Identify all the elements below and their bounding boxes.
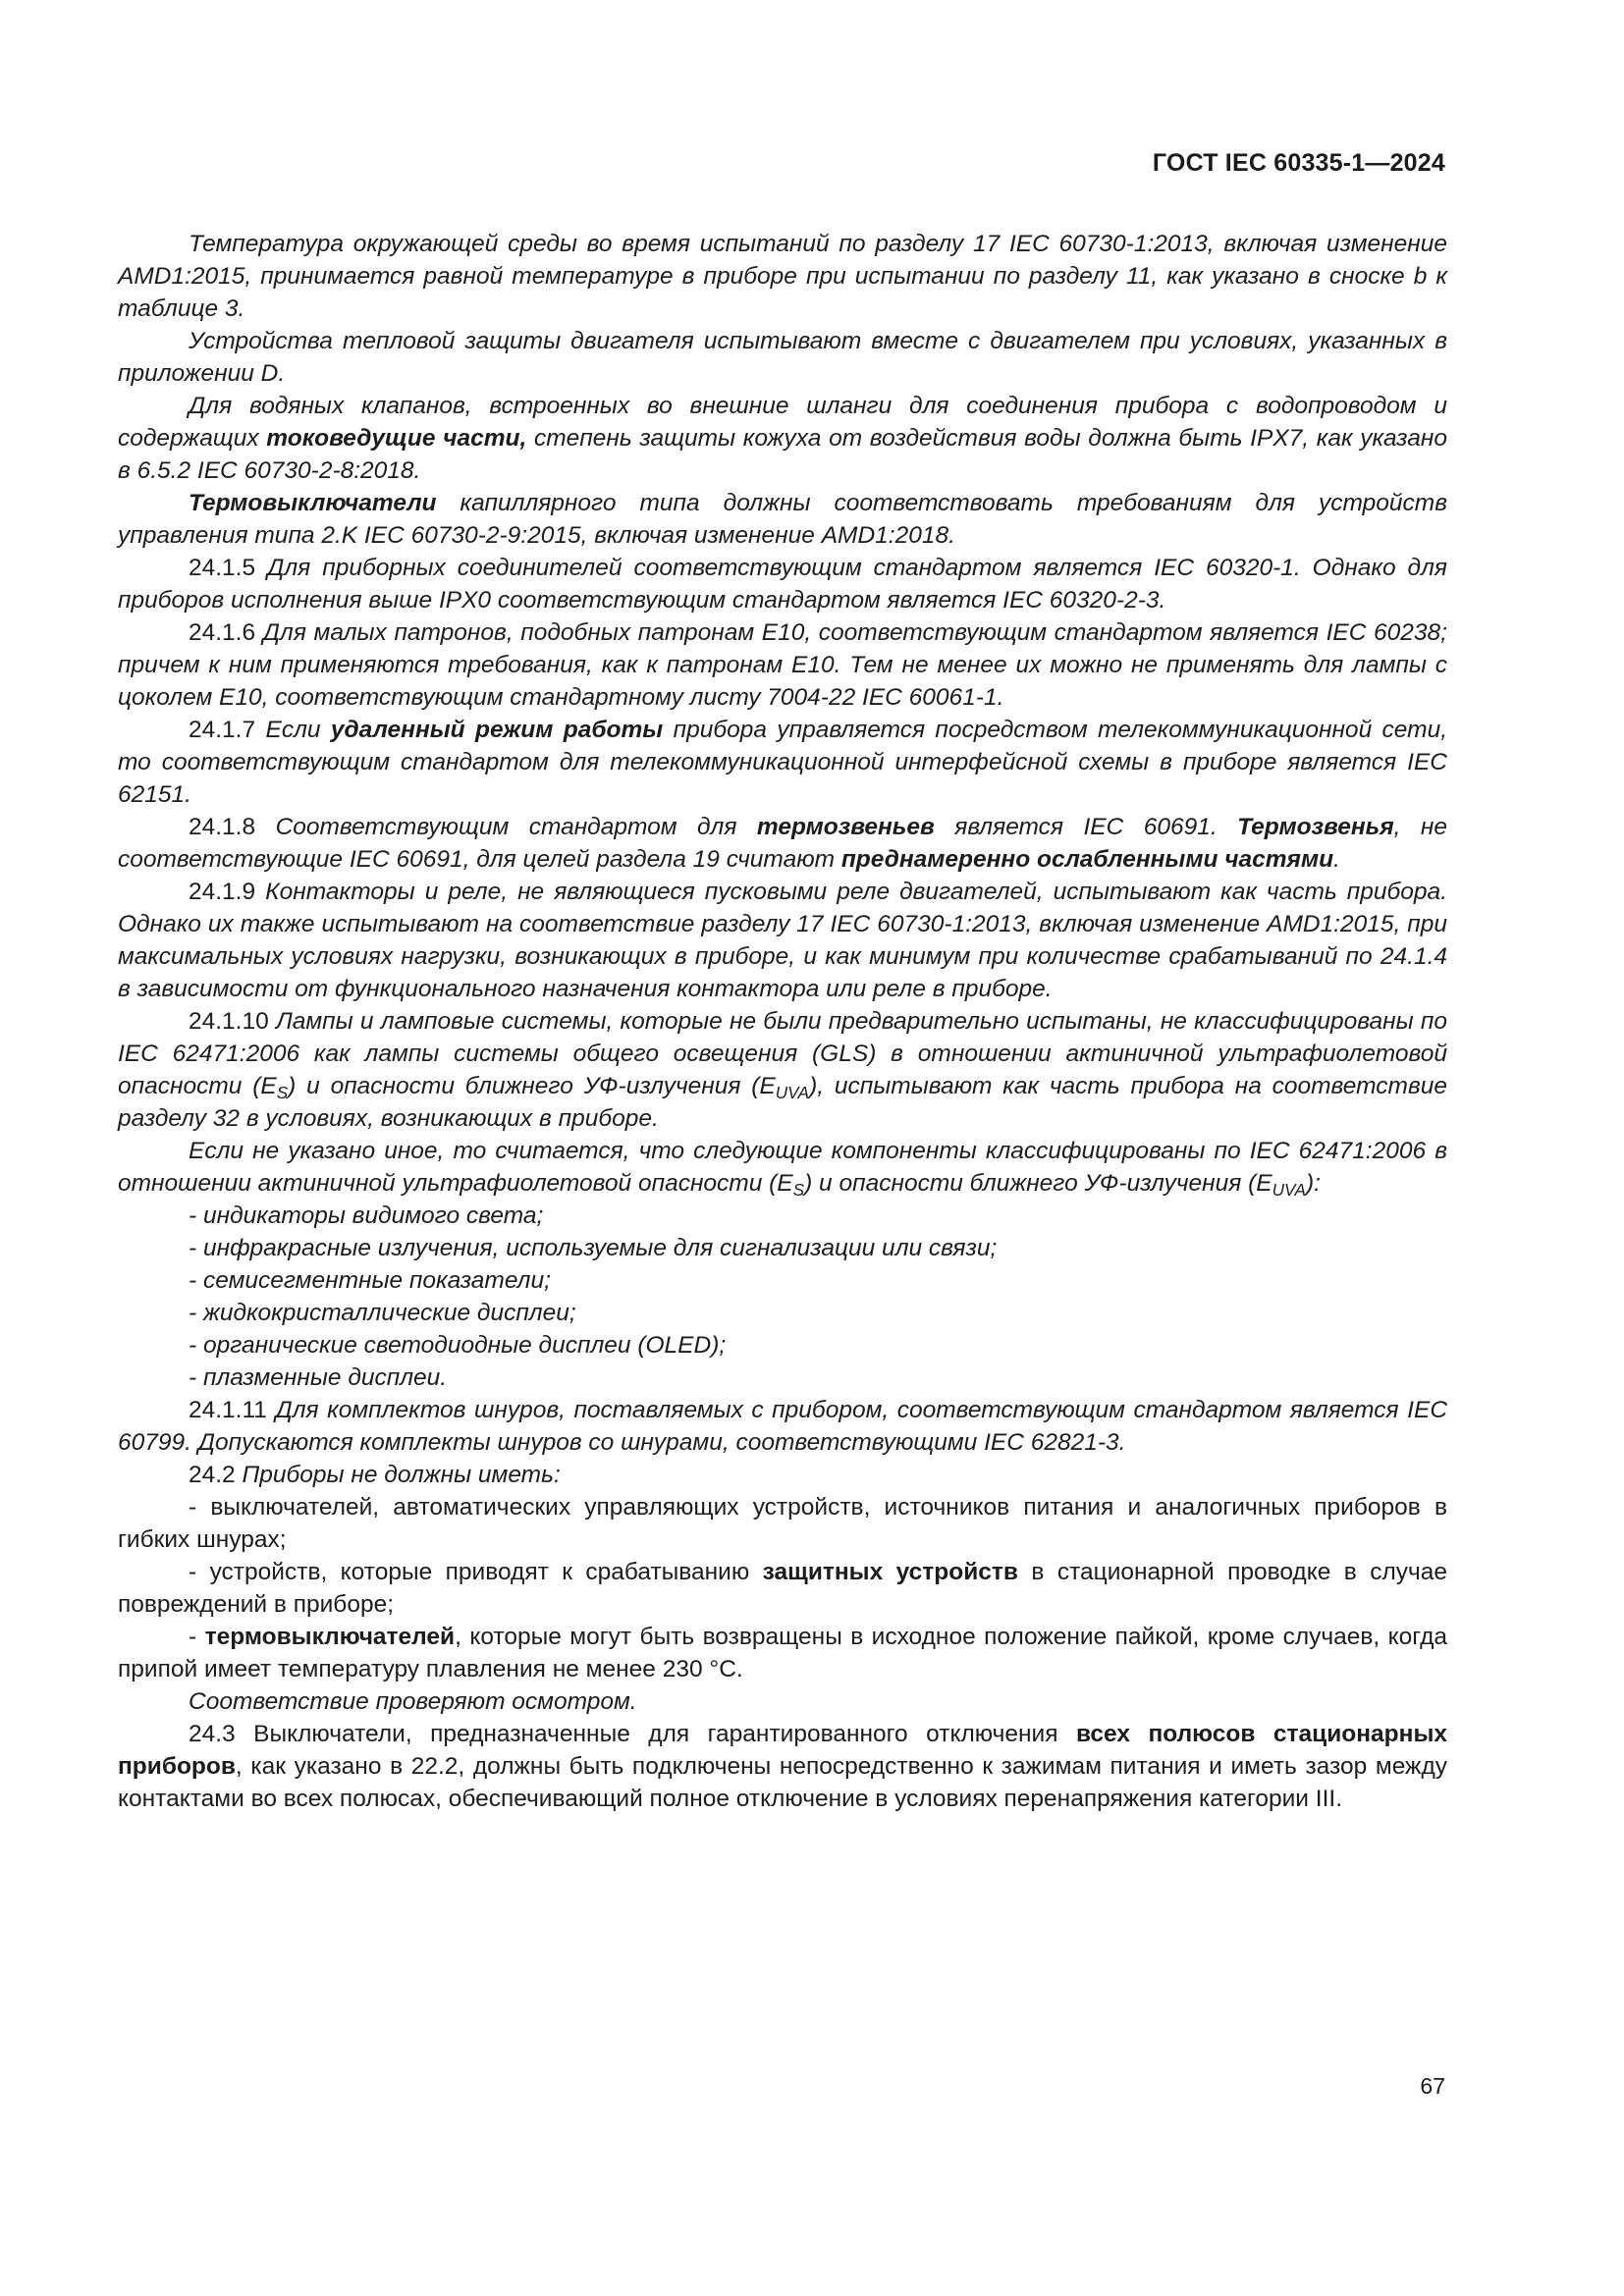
subscript: S bbox=[276, 1083, 289, 1102]
clause-24-1-11 bbox=[118, 1394, 1447, 1459]
text-run: Для водяных клапанов, встроенных во внешние шланги для соединения прибора с водопроводом и содержащих bbox=[118, 393, 1447, 452]
text-run: Если bbox=[265, 717, 331, 743]
clause-number: 24.1.8 bbox=[189, 814, 276, 840]
compliance-check: Соответствие проверяют осмотром. bbox=[189, 1688, 637, 1715]
paragraph-ambient-temperature: Температура окружающей среды во время испытаний по разделу 17 IEC 60730-1:2013, включая изменение AMD1:2015, принимается равной температуре в приборе при испытании по разделу 11, как указано в сноске b к таблице 3. bbox=[118, 231, 1447, 322]
text-run: ), испытывают как часть прибора на соответствие разделу 32 в условиях, возникающих в приборе. bbox=[118, 1073, 1447, 1132]
clause-text: Для малых патронов, подобных патронам E10, соответствующим стандартом является IEC 60238; причем к ним применяются требования, как к патронам E10. Тем не менее их можно не применять для лампы с цоколем E10, соответствующим стандартному листу 7004-22 IEC 60061-1. bbox=[118, 619, 1447, 711]
clause-text: Контакторы и реле, не являющиеся пусковыми реле двигателей, испытывают как часть прибора. Однако их также испытывают на соответствие разделу 17 IEC 60730-1:2013, включая изменение AMD1:2015, при максимальных условиях нагрузки, возникающих в приборе, и как минимум при количестве срабатываний по 24.1.4 в зависимости от функционального назначения контактора или реле в приборе. bbox=[118, 879, 1447, 1002]
list-item: - органические светодиодные дисплеи (OLED); bbox=[189, 1332, 727, 1359]
clause-number: 24.1.6 bbox=[189, 619, 263, 646]
clause-24-1-8 bbox=[118, 811, 1447, 876]
clause-text: Приборы не должны иметь: bbox=[242, 1462, 561, 1488]
clause-number: 24.1.9 bbox=[189, 879, 266, 905]
text-run: Если не указано иное, то считается, что следующие компоненты классифицированы по IEC 62471:2006 в отношении актиничной ультрафиолетовой опасности (E bbox=[118, 1138, 1447, 1197]
clause-text: Для комплектов шнуров, поставляемых с прибором, соответствующим стандартом является IEC 60799. Допускаются комплекты шнуров со шнурами, соответствующими IEC 62821-3. bbox=[118, 1397, 1448, 1456]
clause-24-2 bbox=[118, 1459, 1447, 1491]
clause-24-1-10 bbox=[118, 1005, 1447, 1135]
text-run: ): bbox=[1305, 1170, 1321, 1197]
clause-number: 24.2 bbox=[189, 1462, 243, 1488]
term-remote-operation: удаленный режим работы bbox=[330, 717, 664, 743]
text-run: , как указано в 22.2, должны быть подключены непосредственно к зажимам питания и иметь зазор между контактами во всех полюсах, обеспечивающий полное отключение в условиях перенапряжения категории III. bbox=[118, 1753, 1447, 1812]
list-item: - плазменные дисплеи. bbox=[189, 1364, 448, 1391]
clause-text bbox=[118, 717, 1447, 808]
clause-text: Для приборных соединителей соответствующим стандартом является IEC 60320-1. Однако для приборов исполнения выше IPX0 соответствующим стандартом является IEC 60320-2-3. bbox=[118, 555, 1447, 614]
paragraph-motor-protection: Устройства тепловой защиты двигателя испытывают вместе с двигателем при условиях, указанных в приложении D. bbox=[118, 328, 1447, 387]
clause-24-1-7 bbox=[118, 714, 1447, 811]
clause-number: 24.1.5 bbox=[189, 555, 268, 581]
document-code-header: ГОСТ IEC 60335-1—2024 bbox=[1152, 149, 1445, 177]
text-run: 24.3 Выключатели, предназначенные для гарантированного отключения bbox=[189, 1721, 1076, 1747]
text-run: является IEC 60691. bbox=[934, 814, 1238, 840]
text-run: , не соответствующие IEC 60691, для целей раздела 19 считают bbox=[118, 814, 1447, 873]
subscript: S bbox=[792, 1180, 805, 1200]
clause-number: 24.1.11 bbox=[189, 1397, 276, 1423]
requirement-item bbox=[118, 1556, 1447, 1621]
list-item: - жидкокристаллические дисплеи; bbox=[189, 1300, 576, 1326]
list-item: - семисегментные показатели; bbox=[189, 1267, 551, 1294]
text-run: ) и опасности ближнего УФ-излучения (E bbox=[804, 1170, 1272, 1197]
text-run: Соответствующим стандартом для bbox=[275, 814, 757, 840]
clause-number: 24.1.10 bbox=[189, 1008, 276, 1035]
document-body bbox=[118, 228, 1447, 1815]
text-run: - устройств, которые приводят к срабатыванию bbox=[189, 1559, 763, 1585]
subscript: UVA bbox=[775, 1083, 810, 1102]
page-number: 67 bbox=[1420, 2073, 1445, 2099]
requirement-item bbox=[118, 1621, 1447, 1685]
list-item: - инфракрасные излучения, используемые для сигнализации или связи; bbox=[189, 1235, 998, 1261]
requirement-item: - выключателей, автоматических управляющих устройств, источников питания и аналогичных приборов в гибких шнурах; bbox=[118, 1494, 1447, 1553]
text-run: в стационарной проводке в случае повреждений в приборе; bbox=[118, 1559, 1448, 1618]
text-run: Лампы и ламповые системы, которые не были предварительно испытаны, не классифицированы по IEC 62471:2006 как лампы системы общего освещения (GLS) в отношении актиничной ультрафиолетовой опасности (E bbox=[118, 1008, 1447, 1099]
text-run: капиллярного типа должны соответствовать требованиям для устройств управления типа 2.K IEC 60730-2-9:2015, включая изменение AMD1:2018. bbox=[118, 490, 1447, 549]
term-all-pole-stationary: всех полюсов стационарных приборов bbox=[118, 1721, 1447, 1780]
text-run: степень защиты кожуха от воздействия воды должна быть IPX7, как указано в 6.5.2 IEC 60730-2-8:2018. bbox=[118, 425, 1447, 484]
term-intentionally-weak-parts: преднамеренно ослабленными частями bbox=[840, 846, 1334, 873]
paragraph-thermostats bbox=[118, 487, 1447, 552]
subscript: UVA bbox=[1272, 1180, 1306, 1200]
term-thermostats: Термовыключатели bbox=[189, 490, 437, 516]
clause-text bbox=[118, 1008, 1447, 1132]
clause-24-1-9 bbox=[118, 876, 1447, 1005]
term-thermal-links: термозвеньев bbox=[756, 814, 935, 840]
paragraph-water-valves bbox=[118, 390, 1447, 487]
clause-text bbox=[118, 814, 1447, 873]
list-item: - индикаторы видимого света; bbox=[189, 1202, 544, 1229]
clause-24-1-6 bbox=[118, 616, 1447, 714]
term-thermal-cutouts: термовыключателей bbox=[204, 1624, 456, 1650]
paragraph-classified-components bbox=[118, 1135, 1447, 1200]
text-run: . bbox=[1333, 846, 1340, 873]
text-run: - bbox=[189, 1624, 205, 1650]
text-run: , которые могут быть возвращены в исходное положение пайкой, кроме случаев, когда припой имеет температуру плавления не менее 230 °C. bbox=[118, 1624, 1448, 1682]
term-live-parts: токоведущие части, bbox=[266, 425, 527, 452]
term-thermal-links-2: Термозвенья bbox=[1237, 814, 1394, 840]
text-run: прибора управляется посредством телекоммуникационной сети, то соответствующим стандартом для телекоммуникационной интерфейсной схемы в приборе является IEC 62151. bbox=[118, 717, 1448, 808]
text-run: ) и опасности ближнего УФ-излучения (E bbox=[288, 1073, 776, 1099]
term-protective-devices: защитных устройств bbox=[762, 1559, 1018, 1585]
clause-24-1-5 bbox=[118, 552, 1447, 616]
clause-24-3 bbox=[118, 1718, 1447, 1815]
clause-number: 24.1.7 bbox=[189, 717, 266, 743]
